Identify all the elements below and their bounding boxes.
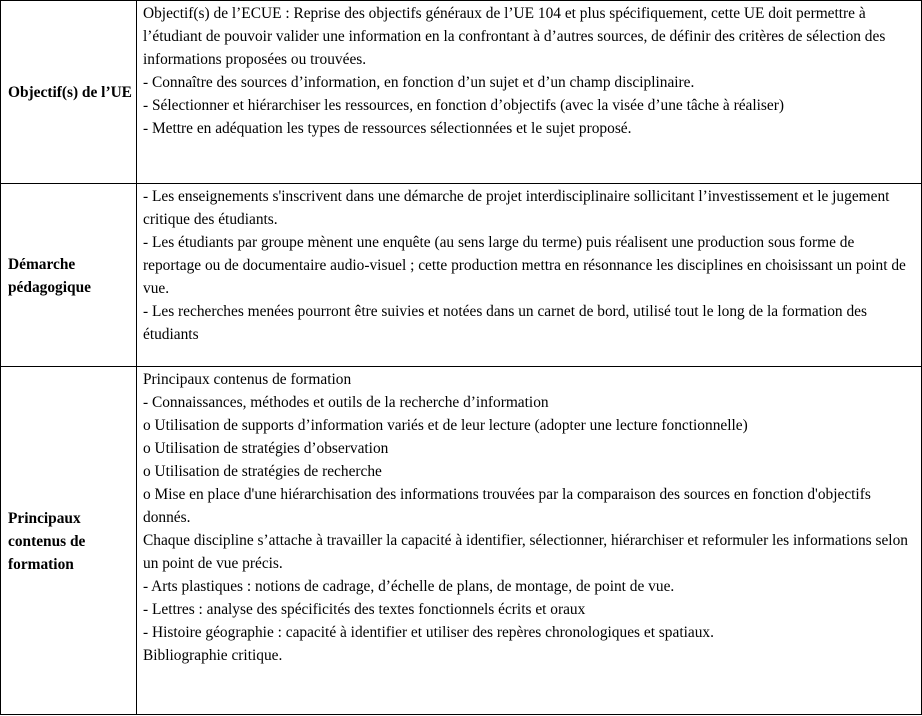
- content-line: - Mettre en adéquation les types de ressources sélectionnées et le sujet proposé.: [143, 120, 632, 137]
- content-line: o Utilisation de stratégies de recherche: [143, 463, 382, 480]
- row-label-demarche: Démarche pédagogique: [1, 184, 137, 367]
- row-label-objectifs: Objectif(s) de l’UE: [1, 1, 137, 184]
- content-line: - Histoire géographie : capacité à identifier et utiliser des repères chronologiques et spatiaux.: [143, 624, 714, 641]
- row-content-objectifs: [137, 1, 922, 184]
- row-content-contenus: [137, 367, 922, 715]
- content-line: Objectif(s) de l’ECUE : Reprise des objectifs généraux de l’UE 104 et plus spécifiquement, cette UE doit permettre à l’étudiant de pouvoir valider une information en la confrontant à d’autres sources, de définir des critères de sélection des informations proposées ou trouvées.: [143, 5, 886, 68]
- content-line: o Utilisation de supports d’information variés et de leur lecture (adopter une lecture fonctionnelle): [143, 417, 748, 434]
- content-line: - Lettres : analyse des spécificités des textes fonctionnels écrits et oraux: [143, 601, 586, 618]
- table-row-objectifs: [1, 1, 922, 184]
- table-row-contenus: [1, 367, 922, 715]
- table-row-demarche: [1, 184, 922, 367]
- content-line: Chaque discipline s’attache à travailler la capacité à identifier, sélectionner, hiérarchiser et reformuler les informations selon un point de vue précis.: [143, 532, 908, 572]
- content-line: o Utilisation de stratégies d’observation: [143, 440, 389, 457]
- content-line: - Connaître des sources d’information, en fonction d’un sujet et d’un champ disciplinaire.: [143, 74, 695, 91]
- content-line: - Les enseignements s'inscrivent dans une démarche de projet interdisciplinaire sollicitant l’investissement et le jugement critique des étudiants.: [143, 188, 890, 228]
- row-content-demarche: [137, 184, 922, 367]
- content-line: - Les recherches menées pourront être suivies et notées dans un carnet de bord, utilisé tout le long de la formation des étudiants: [143, 303, 867, 343]
- content-line: - Sélectionner et hiérarchiser les ressources, en fonction d’objectifs (avec la visée d’une tâche à réaliser): [143, 97, 784, 114]
- content-line: o Mise en place d'une hiérarchisation des informations trouvées par la comparaison des sources en fonction d'objectifs donnés.: [143, 486, 871, 526]
- content-line: Bibliographie critique.: [143, 647, 283, 664]
- row-label-contenus: Principaux contenus de formation: [1, 367, 137, 715]
- content-line: - Arts plastiques : notions de cadrage, d’échelle de plans, de montage, de point de vue.: [143, 578, 675, 595]
- content-line: - Connaissances, méthodes et outils de la recherche d’information: [143, 394, 549, 411]
- content-line: Principaux contenus de formation: [143, 371, 352, 388]
- content-line: - Les étudiants par groupe mènent une enquête (au sens large du terme) puis réalisent une production sous forme de reportage ou de documentaire audio-visuel ; cette production mettra en résonnance les disciplines en choisissant un point de vue.: [143, 234, 906, 297]
